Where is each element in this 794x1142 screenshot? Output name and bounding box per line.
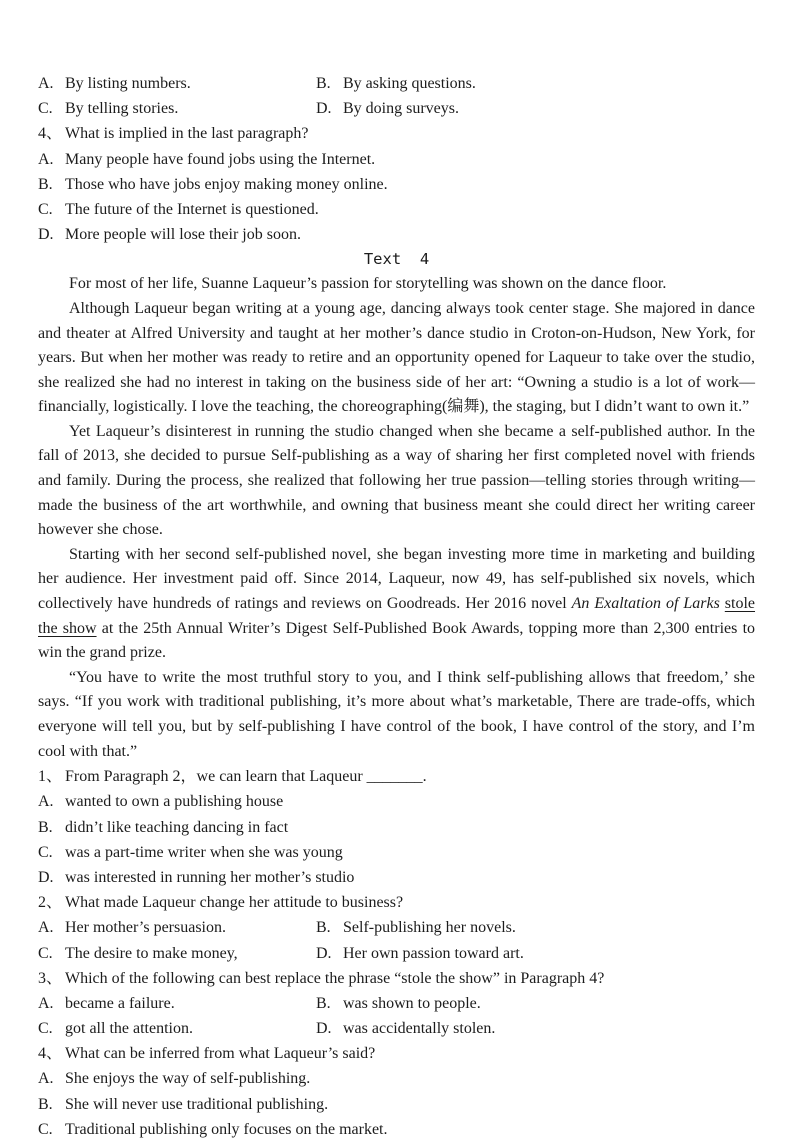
option-row bbox=[38, 865, 755, 890]
passage-paragraph bbox=[38, 543, 755, 666]
option-row bbox=[38, 840, 755, 865]
option-text: Many people have found jobs using the Internet. bbox=[65, 150, 376, 168]
option-row bbox=[38, 815, 755, 840]
option-text: She enjoys the way of self-publishing. bbox=[65, 1070, 311, 1088]
option-letter: C. bbox=[38, 944, 53, 962]
option-text: Her own passion toward art. bbox=[343, 944, 524, 962]
question-line bbox=[38, 966, 755, 991]
option-text: By doing surveys. bbox=[343, 100, 459, 118]
question-number: 4、 bbox=[38, 1045, 63, 1063]
option-row bbox=[38, 915, 755, 940]
option-text: got all the attention. bbox=[65, 1020, 193, 1038]
option-row bbox=[38, 96, 755, 121]
option-letter: A. bbox=[38, 150, 54, 168]
question-number: 2、 bbox=[38, 894, 63, 912]
option-text: Her mother’s persuasion. bbox=[65, 919, 226, 937]
answer-option bbox=[38, 1070, 310, 1087]
text4-heading: Text 4 bbox=[363, 250, 430, 269]
passage-segment: “You have to write the most truthful story to you, and I think self-publishing allows that freedom,’ she says. “If you work with traditional publishing, it’s more about what’s marketable, There are trade-offs, which everyone will tell you, but by self-publishing I have control of the book, I have control of the story, and I’m cool with that.” bbox=[38, 668, 755, 760]
answer-option bbox=[38, 915, 316, 940]
question-line bbox=[38, 890, 755, 915]
option-text: Traditional publishing only focuses on the market. bbox=[65, 1120, 388, 1138]
option-text: The desire to make money, bbox=[65, 944, 238, 962]
option-text: was interested in running her mother’s studio bbox=[65, 868, 355, 886]
passage-segment: Yet Laqueur’s disinterest in running the studio changed when she became a self-published author. In the fall of 2013, she decided to pursue Self-publishing as a way of sharing her first completed novel with friends and family. During the process, she realized that following her true passion—telling stories through writing—made the business of the art worthwhile, and owning that business meant she could direct her writing career however she chose. bbox=[38, 422, 755, 539]
option-letter: A. bbox=[38, 919, 54, 937]
question-text: Which of the following can best replace the phrase “stole the show” in Paragraph 4? bbox=[65, 969, 605, 987]
option-text: She will never use traditional publishing. bbox=[65, 1095, 329, 1113]
option-letter: C. bbox=[38, 200, 53, 218]
option-row bbox=[38, 197, 755, 222]
option-text: More people will lose their job soon. bbox=[65, 226, 301, 244]
option-letter: B. bbox=[38, 1095, 53, 1113]
option-row bbox=[38, 71, 755, 96]
option-letter: C. bbox=[38, 1020, 53, 1038]
question-number: 3、 bbox=[38, 969, 63, 987]
question-text: What is implied in the last paragraph? bbox=[65, 125, 309, 143]
option-text: became a failure. bbox=[65, 994, 175, 1012]
option-text: didn’t like teaching dancing in fact bbox=[65, 818, 289, 836]
question-text: What made Laqueur change her attitude to business? bbox=[65, 894, 404, 912]
answer-option bbox=[38, 151, 375, 168]
option-letter: C. bbox=[38, 1120, 53, 1138]
option-text: was shown to people. bbox=[343, 994, 481, 1012]
option-row bbox=[38, 222, 755, 247]
option-letter: B. bbox=[316, 75, 331, 92]
passage-paragraph bbox=[38, 420, 755, 543]
option-text: Self-publishing her novels. bbox=[343, 919, 516, 937]
answer-option bbox=[38, 991, 316, 1016]
passage-segment: For most of her life, Suanne Laqueur’s passion for storytelling was shown on the dance floor. bbox=[69, 275, 667, 293]
answer-option bbox=[38, 1016, 316, 1041]
option-letter: B. bbox=[316, 994, 331, 1012]
passage-paragraph bbox=[38, 666, 755, 764]
question-text: What can be inferred from what Laqueur’s said? bbox=[65, 1045, 376, 1063]
option-row bbox=[38, 941, 755, 966]
option-letter: D. bbox=[38, 226, 54, 244]
option-letter: A. bbox=[38, 75, 54, 92]
option-letter: D. bbox=[316, 944, 332, 962]
passage-segment: Although Laqueur began writing at a young age, dancing always took center stage. She majored in dance and theater at Alfred University and taught at her mother’s dance studio in Croton-on-Hudson, New York, for years. But when her mother was ready to retire and an opportunity opened for Laqueur to take over the studio, she realized she had no interest in taking on the business side of her art: “Owning a studio is a lot of work—financially, logistically. I love the teaching, the choreographing(编舞), the staging, but I didn’t want to own it.” bbox=[38, 299, 755, 416]
option-letter: A. bbox=[38, 1070, 54, 1088]
option-text: was accidentally stolen. bbox=[343, 1020, 496, 1038]
option-text: By listing numbers. bbox=[65, 75, 191, 92]
option-row bbox=[38, 1066, 755, 1091]
option-text: By asking questions. bbox=[343, 75, 476, 92]
option-letter: A. bbox=[38, 793, 54, 811]
answer-option bbox=[316, 991, 481, 1016]
option-letter: D. bbox=[38, 868, 54, 886]
option-letter: B. bbox=[38, 175, 53, 193]
question-number: 4、 bbox=[38, 125, 63, 143]
option-row bbox=[38, 789, 755, 814]
reading-passage bbox=[38, 272, 755, 764]
answer-option bbox=[38, 201, 319, 218]
answer-option bbox=[38, 96, 316, 121]
option-letter: D. bbox=[316, 1020, 332, 1038]
answer-option bbox=[38, 941, 316, 966]
question-line bbox=[38, 764, 755, 789]
passage-paragraph bbox=[38, 297, 755, 420]
option-text: The future of the Internet is questioned. bbox=[65, 200, 319, 218]
passage-segment: Starting with her second self-published novel, she began investing more time in marketing and building her audience. Her investment paid off. Since 2014, Laqueur, now 49, has self-published six novels, which collectively have hundreds of ratings and reviews on Goodreads. Her 2016 novel bbox=[38, 545, 755, 613]
answer-option bbox=[316, 941, 524, 966]
option-text: was a part-time writer when she was young bbox=[65, 843, 343, 861]
answer-option bbox=[38, 819, 288, 836]
option-text: Those who have jobs enjoy making money online. bbox=[65, 175, 388, 193]
answer-option bbox=[316, 96, 459, 121]
option-letter: D. bbox=[316, 100, 332, 118]
answer-option bbox=[316, 71, 476, 96]
option-row bbox=[38, 147, 755, 172]
answer-option bbox=[38, 1121, 387, 1138]
question-text: From Paragraph 2，we can learn that Laqueur _______. bbox=[65, 768, 427, 786]
answer-option bbox=[38, 176, 388, 193]
underlined-phrase: stole the show bbox=[38, 595, 756, 637]
question-line bbox=[38, 121, 755, 146]
option-letter: C. bbox=[38, 100, 53, 118]
answer-option bbox=[38, 844, 343, 861]
option-row bbox=[38, 1117, 755, 1142]
answer-option bbox=[316, 915, 516, 940]
option-letter: B. bbox=[38, 818, 53, 836]
answer-option bbox=[38, 71, 316, 96]
answer-option bbox=[38, 226, 301, 243]
option-row bbox=[38, 1092, 755, 1117]
option-text: By telling stories. bbox=[65, 100, 179, 118]
question-line bbox=[38, 1041, 755, 1066]
option-letter: A. bbox=[38, 994, 54, 1012]
passage-paragraph bbox=[38, 272, 755, 297]
option-row bbox=[38, 172, 755, 197]
answer-option bbox=[38, 1096, 328, 1113]
option-row bbox=[38, 991, 755, 1016]
option-letter: C. bbox=[38, 843, 53, 861]
option-text: wanted to own a publishing house bbox=[65, 793, 284, 811]
question-number: 1、 bbox=[38, 768, 63, 786]
option-letter: B. bbox=[316, 919, 331, 937]
answer-option bbox=[38, 793, 283, 810]
option-row bbox=[38, 1016, 755, 1041]
answer-option bbox=[38, 869, 354, 886]
book-title-italic: An Exaltation of Larks bbox=[571, 595, 720, 613]
answer-option bbox=[316, 1016, 495, 1041]
passage-segment: at the 25th Annual Writer’s Digest Self-Published Book Awards, topping more than 2,300 entries to win the grand prize. bbox=[38, 619, 756, 662]
